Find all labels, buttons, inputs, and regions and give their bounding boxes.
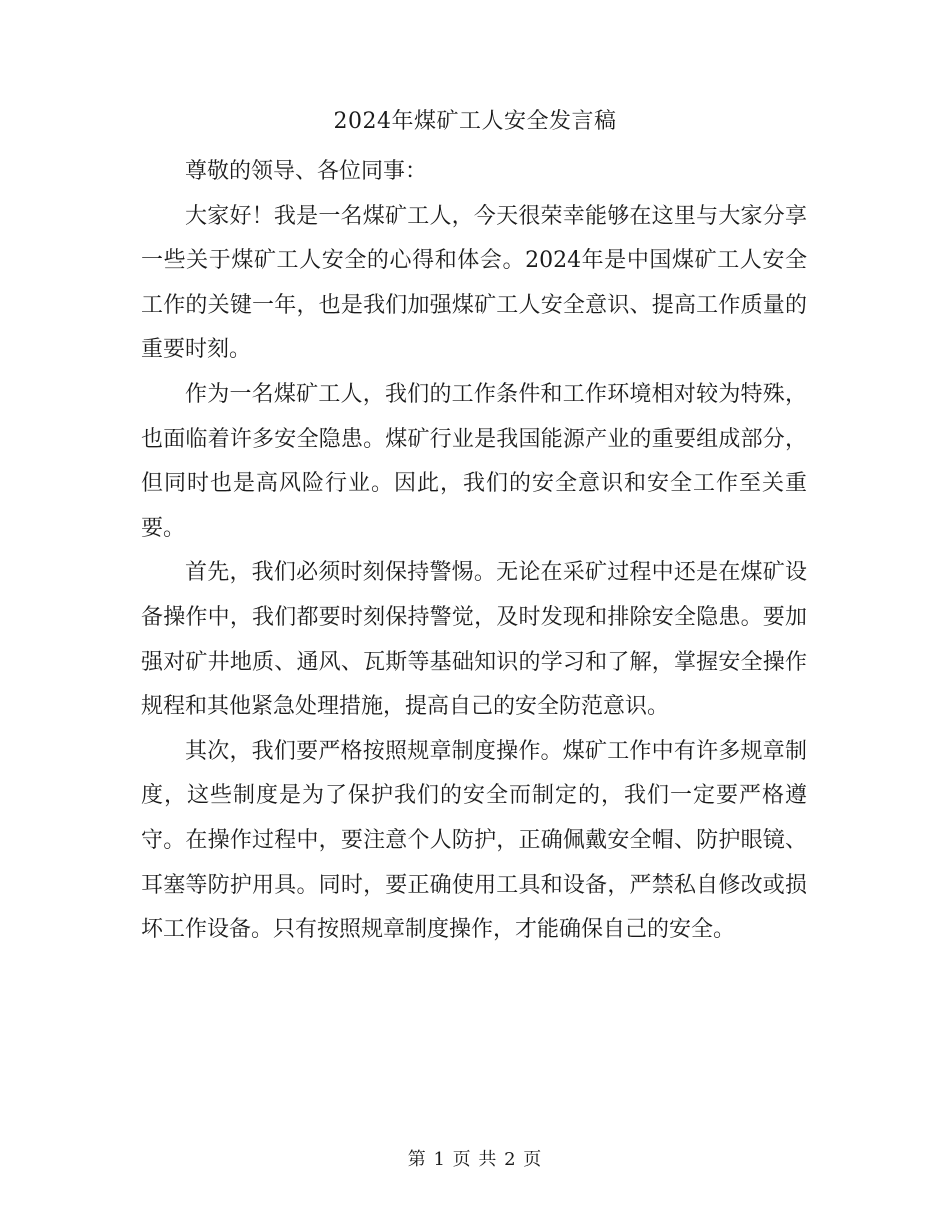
page-number-footer: 第 1 页 共 2 页 xyxy=(407,1149,543,1170)
paragraph-salutation: 尊敬的领导、各位同事： xyxy=(185,159,428,184)
paragraph-second-point: 其次，我们要严格按照规章制度操作。煤矿工作中有许多规章制度，这些制度是为了保护我们的安全而制定的，我们一定要严格遵守。在操作过程中，要注意个人防护，正确佩戴安全帽、防护眼镜、耳塞等防护用具。同时，要正确使用工具和设备，严禁私自修改或损坏工作设备。只有按照规章制度操作，才能确保自己的安全。 xyxy=(141,738,807,943)
document-title: 2024年煤矿工人安全发言稿 xyxy=(333,109,617,134)
document-body xyxy=(141,150,807,953)
paragraph-background: 作为一名煤矿工人，我们的工作条件和工作环境相对较为特殊，也面临着许多安全隐患。煤矿行业是我国能源产业的重要组成部分，但同时也是高风险行业。因此，我们的安全意识和安全工作至关重要。 xyxy=(141,381,807,541)
paragraph-introduction: 大家好！我是一名煤矿工人，今天很荣幸能够在这里与大家分享一些关于煤矿工人安全的心得和体会。2024年是中国煤矿工人安全工作的关键一年，也是我们加强煤矿工人安全意识、提高工作质量的重要时刻。 xyxy=(141,203,807,363)
paragraph-first-point: 首先，我们必须时刻保持警惕。无论在采矿过程中还是在煤矿设备操作中，我们都要时刻保持警觉，及时发现和排除安全隐患。要加强对矿井地质、通风、瓦斯等基础知识的学习和了解，掌握安全操作规程和其他紧急处理措施，提高自己的安全防范意识。 xyxy=(141,560,807,720)
